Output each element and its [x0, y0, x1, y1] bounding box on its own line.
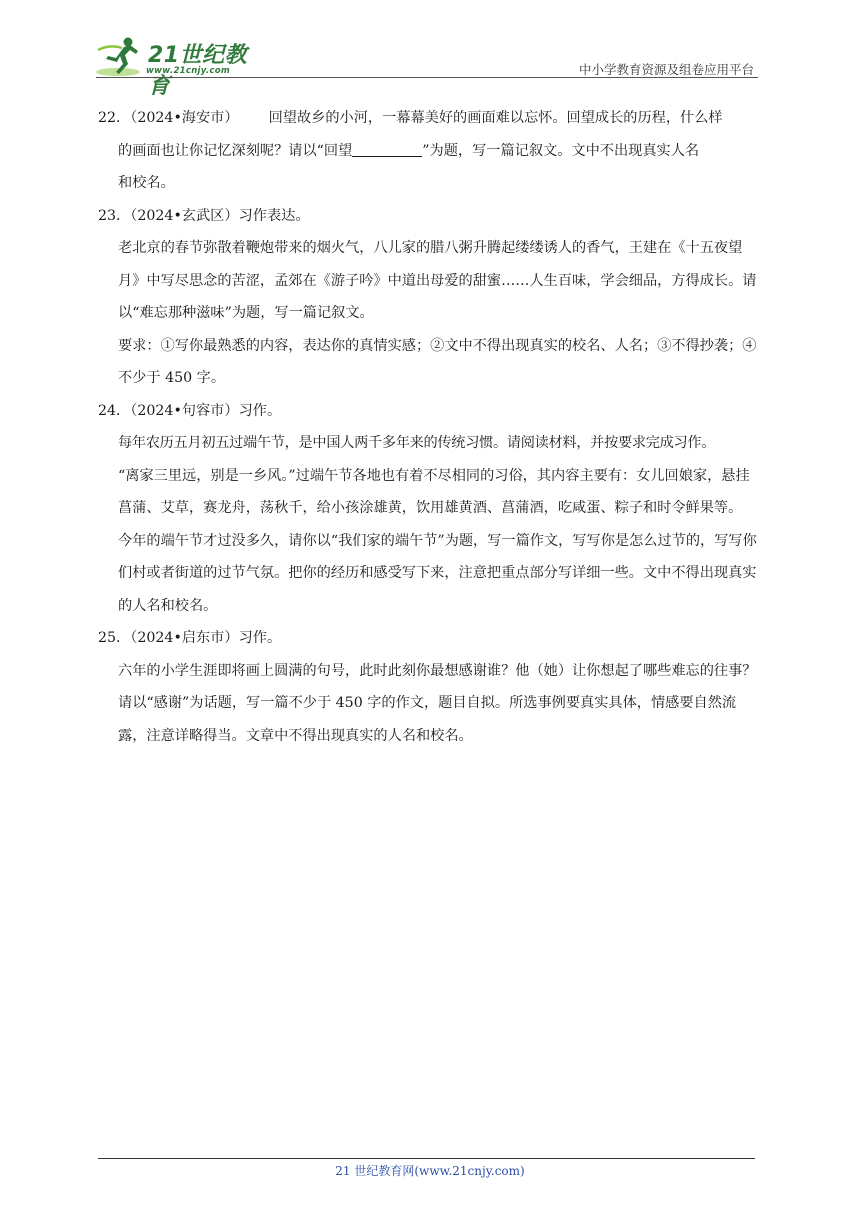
question-text-line: 的画面也让你记忆深刻呢？请以“回望 ”为题，写一篇记叙文。文中不出现真实人名 — [118, 142, 700, 159]
question-paragraph: 今年的端午节才过没多久，请你以“我们家的端午节”为题，写一篇作文，写写你是怎么过节的，写写你们村或者街道的过节气氛。把你的经历和感受写下来，注意把重点部分写详细一些。文中不得出现真实的人名和校名。 — [118, 532, 757, 614]
question-22 — [98, 102, 762, 200]
question-paragraph: 六年的小学生涯即将画上圆满的句号，此时此刻你最想感谢谁？他（她）让你想起了哪些难忘的往事？请以“感谢”为话题，写一篇不少于 450 字的作文，题目自拟。所选事例要真实具体，情感要自然流露，注意详略得当。文章中不得出现真实的人名和校名。 — [118, 662, 757, 744]
question-text-line: 回望故乡的小河，一幕幕美好的画面难以忘怀。回望成长的历程，什么样 — [268, 110, 723, 126]
question-paragraph: 老北京的春节弥散着鞭炮带来的烟火气，八儿家的腊八粥升腾起缕缕诱人的香气，王建在《十五夜望月》中写尽思念的苦涩，孟郊在《游子吟》中道出母爱的甜蜜……人生百味，学会细品，方得成长。请以“难忘那种滋味”为题，写一篇记叙文。 — [118, 240, 757, 321]
question-24 — [98, 395, 762, 623]
question-title: 习作表达。 — [238, 207, 310, 224]
page-header — [96, 30, 758, 99]
question-number: 25． — [98, 630, 131, 646]
footer-divider — [98, 1158, 755, 1159]
question-paragraph: “离家三里远，别是一乡风。”过端午节各地也有着不尽相同的习俗，其内容主要有：女儿回娘家，悬挂菖蒲、艾草，赛龙舟，荡秋千，给小孩涂雄黄，饮用雄黄酒、菖蒲酒，吃咸蛋、粽子和时令鲜果等。 — [118, 467, 750, 516]
question-source: （2024•海安市） — [130, 110, 239, 126]
question-text-line: 和校名。 — [118, 175, 175, 191]
question-25 — [98, 622, 762, 752]
header-divider — [96, 77, 758, 78]
question-number: 23． — [98, 207, 131, 224]
question-number: 22． — [98, 110, 131, 126]
runner-logo-icon — [96, 36, 146, 78]
question-source: （2024•句容市） — [130, 402, 239, 419]
site-logo — [96, 36, 266, 99]
document-body — [98, 102, 762, 752]
question-title: 习作。 — [238, 630, 282, 646]
question-requirements: 要求：①写你最熟悉的内容，表达你的真情实感；②文中不得出现真实的校名、人名；③不得抄袭；④不少于 450 字。 — [118, 337, 757, 386]
question-header — [98, 102, 762, 135]
question-header — [98, 622, 762, 655]
question-source: （2024•启东市） — [130, 630, 239, 646]
platform-tagline: 中小学教育资源及组卷应用平台 — [578, 62, 754, 77]
question-source: （2024•玄武区） — [130, 207, 239, 224]
logo-url: www.21cnjy.com — [146, 66, 230, 76]
footer-link[interactable]: 21 世纪教育网(www.21cnjy.com) — [335, 1164, 525, 1178]
question-23 — [98, 200, 762, 395]
question-paragraph: 每年农历五月初五过端午节，是中国人两千多年来的传统习惯。请阅读材料，并按要求完成习作。 — [118, 435, 716, 451]
question-title: 习作。 — [238, 402, 282, 419]
logo-text: 21世纪教育 — [148, 43, 248, 99]
question-header — [98, 200, 762, 233]
fill-in-blank — [352, 142, 422, 157]
question-header — [98, 395, 762, 428]
question-number: 24． — [98, 402, 131, 419]
